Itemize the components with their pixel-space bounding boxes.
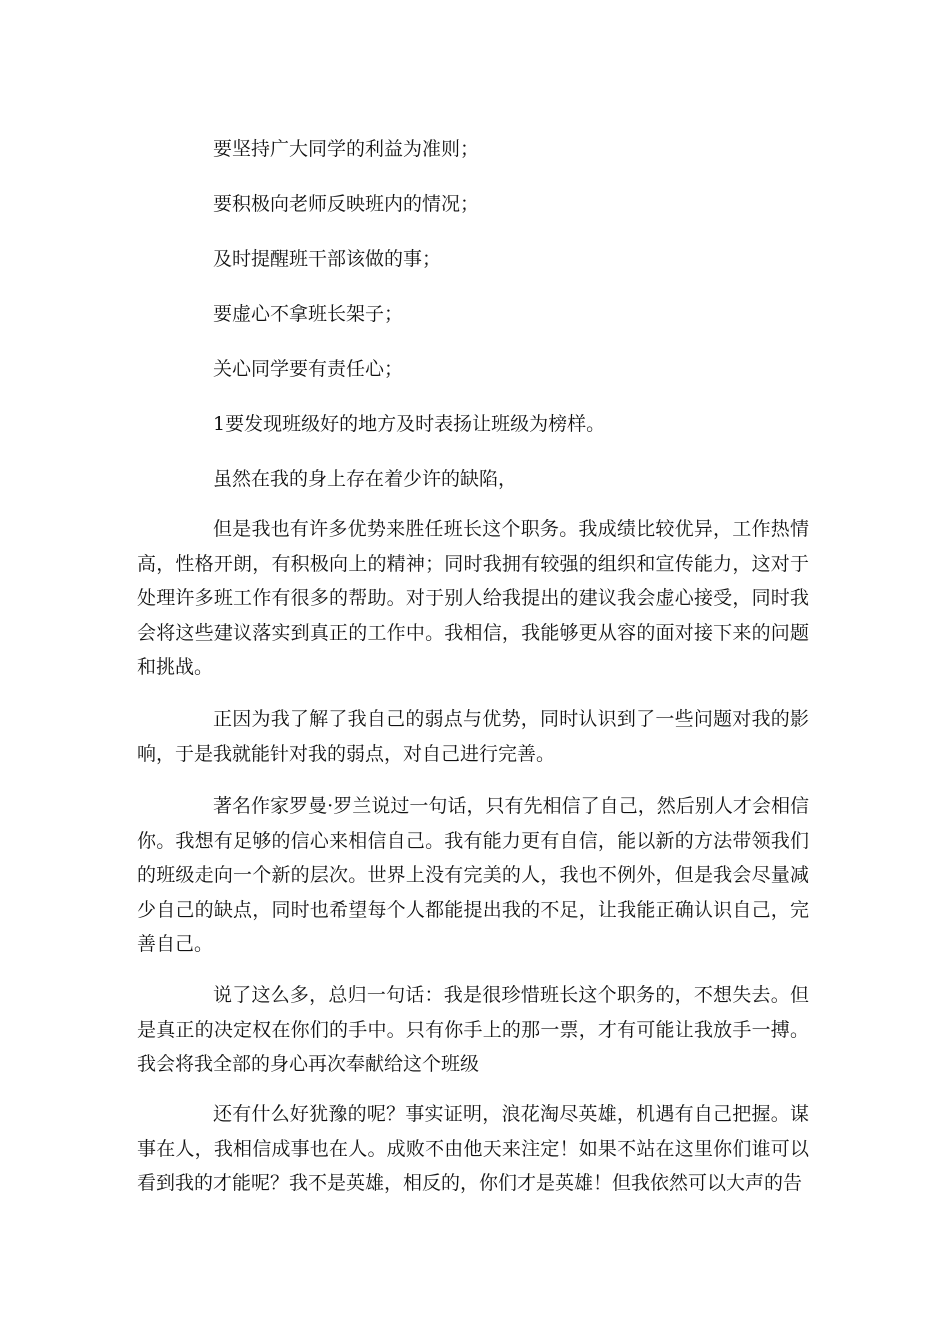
text-line: 关心同学要有责任心； (213, 358, 404, 380)
paragraph: 著名作家罗曼·罗兰说过一句话，只有先相信了自己，然后别人才会相信你。我想有足够的信心来相信自己。我有能力更有自信，能以新的方法带领我们的班级走向一个新的层次。世界上没有完美的人，我也不例外，但是我会尽量减少自己的缺点，同时也希望每个人都能提出我的不足，让我能正确认识自己，完善自己。 (137, 795, 809, 955)
text-line: 及时提醒班干部该做的事； (213, 248, 442, 270)
text-line: 要虚心不拿班长架子； (213, 303, 404, 325)
text-line: 1要发现班级好的地方及时表扬让班级为榜样。 (213, 413, 606, 435)
text-line: 要积极向老师反映班内的情况； (213, 193, 480, 215)
text-line: 要坚持广大同学的利益为准则； (213, 138, 480, 160)
paragraph: 还有什么好犹豫的呢？事实证明，浪花淘尽英雄，机遇有自己把握。谋事在人，我相信成事也在人。成败不由他天来注定！如果不站在这里你们谁可以看到我的才能呢？我不是英雄，相反的，你们才是英雄！但我依然可以大声的告 (137, 1103, 809, 1194)
paragraph: 说了这么多，总归一句话：我是很珍惜班长这个职务的，不想失去。但是真正的决定权在你们的手中。只有你手上的那一票，才有可能让我放手一搏。我会将我全部的身心再次奉献给这个班级 (137, 984, 809, 1075)
paragraph: 正因为我了解了我自己的弱点与优势，同时认识到了一些问题对我的影响，于是我就能针对我的弱点，对自己进行完善。 (137, 708, 809, 765)
paragraph: 但是我也有许多优势来胜任班长这个职务。我成绩比较优异，工作热情高，性格开朗，有积极向上的精神；同时我拥有较强的组织和宣传能力，这对于处理许多班工作有很多的帮助。对于别人给我提出的建议我会虚心接受，同时我会将这些建议落实到真正的工作中。我相信，我能够更从容的面对接下来的问题和挑战。 (137, 518, 809, 678)
text-line: 虽然在我的身上存在着少许的缺陷， (213, 468, 518, 490)
